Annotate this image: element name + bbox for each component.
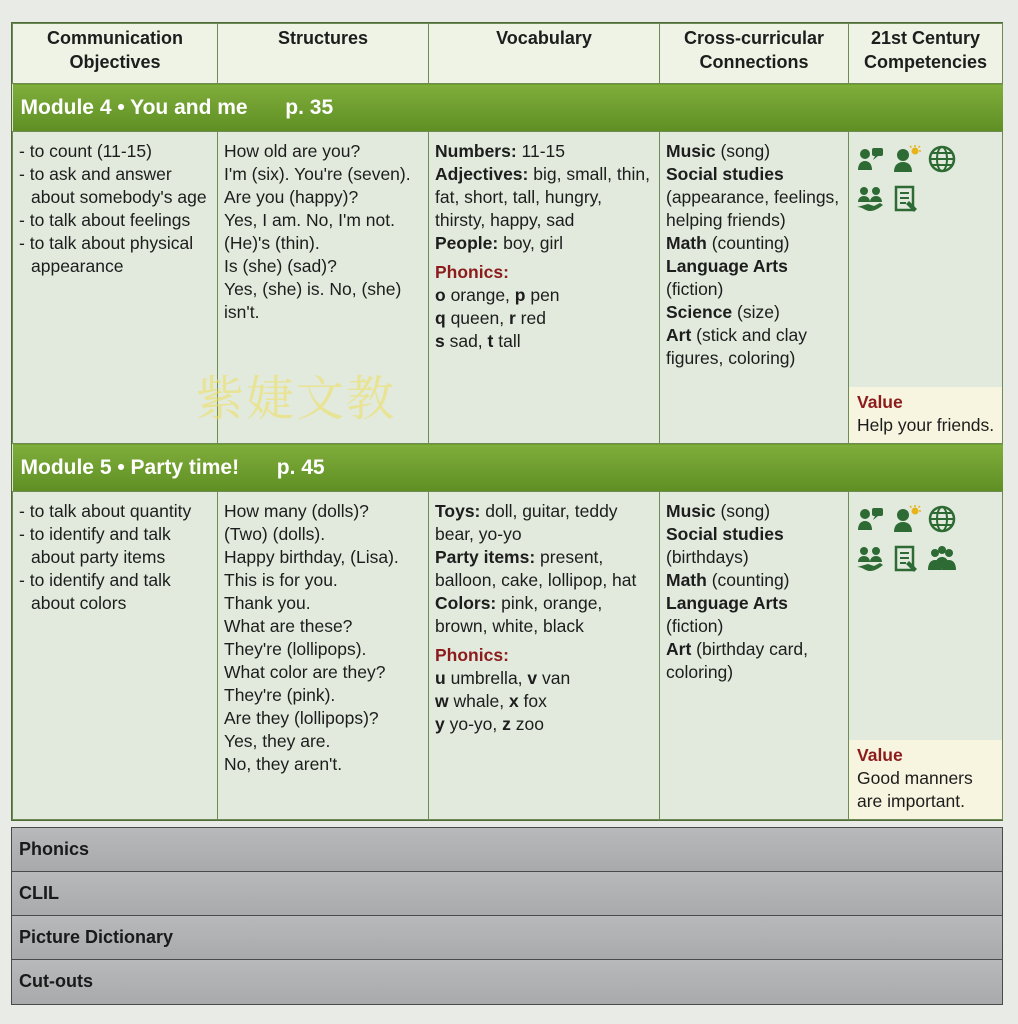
subject-detail: (size) [732,302,780,322]
phonics-word: orange, [445,285,515,305]
phonics-letter: u [435,668,446,688]
value-box [849,387,1002,443]
vocab-words: 11-15 [516,141,566,161]
phonics-line [435,307,653,330]
collaboration-icon [855,184,885,220]
module-5-title [13,444,1003,492]
phonics-letter: v [527,668,538,688]
phonics-letter: p [514,285,526,305]
structure-line: What color are they? [224,662,386,682]
subject-label: Social studies [666,524,784,544]
creativity-icon [891,144,921,180]
structure-line: Happy birthday, (Lisa). [224,547,399,567]
phonics-letter: z [502,714,511,734]
vocab-item [435,546,653,592]
phonics-line [435,284,653,307]
teamwork-icon [927,544,957,580]
vocab-label: Numbers: [435,141,517,161]
module-5-row [13,492,1003,820]
subject-label: Language Arts [666,593,788,613]
phonics-word: tall [493,331,521,351]
vocab-label: Toys: [435,501,481,521]
syllabus-sheet [11,22,1003,821]
cross-item [666,500,842,523]
phonics-line [435,713,653,736]
phonics-word: queen, [445,308,509,328]
vocab-label: Party items: [435,547,536,567]
phonics-word: yo-yo, [444,714,503,734]
communication-icon [855,504,885,540]
phonics-letter: w [435,691,449,711]
module-title: Module 5 • Party time! [20,455,240,479]
value-box [849,740,1002,819]
extra-cut-outs: Cut-outs [12,960,1002,1004]
objectives-cell [13,492,218,820]
module-page: p. 45 [276,455,325,479]
cross-item [666,140,842,163]
phonics-letter: s [435,331,445,351]
vocabulary-cell [429,492,660,820]
structure-line: I'm (six). You're (seven). [224,164,411,184]
subject-label: Math [666,570,707,590]
objective-item: - to ask and answer about somebody's age [19,163,211,209]
phonics-word: fox [518,691,547,711]
structure-line: This is for you. [224,570,338,590]
cross-item [666,232,842,255]
phonics-line [435,667,653,690]
structure-line: Are you (happy)? [224,187,359,207]
syllabus-table [12,23,1003,820]
structure-line: (Two) (dolls). [224,524,326,544]
subject-label: Music [666,501,716,521]
competencies-cell [849,492,1003,820]
header-competencies: 21st Century Competencies [849,24,1003,84]
objectives-cell [13,132,218,444]
structures-cell [218,132,429,444]
module-title: Module 4 • You and me [20,95,248,119]
module-4-row [13,132,1003,444]
vocab-item [435,232,653,255]
subject-detail: (birthdays) [666,547,749,567]
cross-item [666,255,842,301]
phonics-word: umbrella, [445,668,528,688]
phonics-letter: o [435,285,446,305]
header-cross-curricular: Cross-curricular Connections [660,24,849,84]
vocabulary-cell [429,132,660,444]
vocab-label: Colors: [435,593,497,613]
objective-item: - to talk about quantity [19,500,211,523]
subject-detail: (stick and clay figures, coloring) [666,325,808,368]
communication-icon [855,144,885,180]
module-4-title [13,84,1003,132]
objective-item: - to identify and talk about party items [19,523,211,569]
structure-line: What are these? [224,616,353,636]
module-4-bar [13,84,1003,132]
structure-line: Is (she) (sad)? [224,256,337,276]
subject-detail: (appearance, feelings, helping friends) [666,187,840,230]
phonics-word: whale, [448,691,509,711]
phonics-label: Phonics: [435,645,509,665]
cross-item [666,324,842,370]
subject-detail: (song) [715,141,771,161]
phonics-line [435,690,653,713]
structure-line: isn't. [224,302,260,322]
module-page: p. 35 [285,95,334,119]
subject-detail: (fiction) [666,616,724,636]
header-vocabulary: Vocabulary [429,24,660,84]
extra-picture-dictionary: Picture Dictionary [12,916,1002,960]
vocab-item [435,163,653,232]
structure-line: How many (dolls)? [224,501,369,521]
vocab-item [435,592,653,638]
header-row [13,24,1003,84]
vocab-words: pink, orange, brown, white, black [435,593,603,636]
vocab-words: doll, guitar, teddy bear, yo-yo [435,501,618,544]
subject-detail: (fiction) [666,279,724,299]
cross-item [666,163,842,232]
structure-line: They're (lollipops). [224,639,367,659]
cross-curricular-cell [660,132,849,444]
objective-item: - to talk about physical appearance [19,232,211,278]
structure-line: Yes, they are. [224,731,331,751]
structure-line: They're (pink). [224,685,336,705]
global-icon [927,144,957,180]
phonics-word: sad, [444,331,488,351]
phonics-word: red [515,308,546,328]
cross-item [666,523,842,569]
phonics-word: van [537,668,571,688]
objective-item: - to count (11-15) [19,140,211,163]
vocab-words: present, balloon, cake, lollipop, hat [435,547,637,590]
structure-line: Thank you. [224,593,311,613]
value-label: Value [857,392,903,412]
structure-line: Are they (lollipops)? [224,708,379,728]
watermark: 紫婕文教 [196,371,397,427]
phonics-letter: q [435,308,446,328]
value-label: Value [857,745,903,765]
objective-item: - to identify and talk about colors [19,569,211,615]
subject-detail: (counting) [706,233,790,253]
subject-detail: (birthday card, coloring) [666,639,808,682]
phonics-line [435,330,653,353]
cross-item [666,592,842,638]
competencies-cell [849,132,1003,444]
vocab-item [435,500,653,546]
value-text: Good manners are important. [857,768,973,811]
cross-item [666,301,842,324]
vocab-label: Adjectives: [435,164,529,184]
structure-line: Yes, I am. No, I'm not. [224,210,395,230]
extras-list [11,827,1003,1005]
subject-label: Social studies [666,164,784,184]
global-icon [927,504,957,540]
structure-line: How old are you? [224,141,361,161]
subject-detail: (counting) [706,570,790,590]
subject-label: Art [666,639,692,659]
phonics-word: pen [525,285,560,305]
subject-label: Music [666,141,716,161]
structure-line: Yes, (she) is. No, (she) [224,279,402,299]
structure-line: No, they aren't. [224,754,343,774]
literacy-icon [891,544,921,580]
collaboration-icon [855,544,885,580]
structure-line: (He)'s (thin). [224,233,320,253]
creativity-icon [891,504,921,540]
header-objectives: Communication Objectives [13,24,218,84]
vocab-words: big, small, thin, fat, short, tall, hungry, thirsty, happy, sad [435,164,650,230]
structures-cell [218,492,429,820]
header-structures: Structures [218,24,429,84]
literacy-icon [891,184,921,220]
vocab-label: People: [435,233,499,253]
phonics-letter: y [435,714,445,734]
phonics-label: Phonics: [435,262,509,282]
extra-phonics: Phonics [12,828,1002,872]
objective-item: - to talk about feelings [19,209,211,232]
cross-item [666,638,842,684]
extra-clil: CLIL [12,872,1002,916]
cross-item [666,569,842,592]
subject-label: Language Arts [666,256,788,276]
cross-curricular-cell [660,492,849,820]
vocab-words: boy, girl [498,233,564,253]
subject-label: Math [666,233,707,253]
phonics-letter: r [508,308,516,328]
vocab-item [435,140,653,163]
phonics-letter: x [508,691,519,711]
subject-detail: (song) [715,501,771,521]
subject-label: Art [666,325,692,345]
phonics-letter: t [487,331,494,351]
value-text: Help your friends. [857,415,995,435]
phonics-word: zoo [510,714,544,734]
module-5-bar [13,444,1003,492]
subject-label: Science [666,302,733,322]
